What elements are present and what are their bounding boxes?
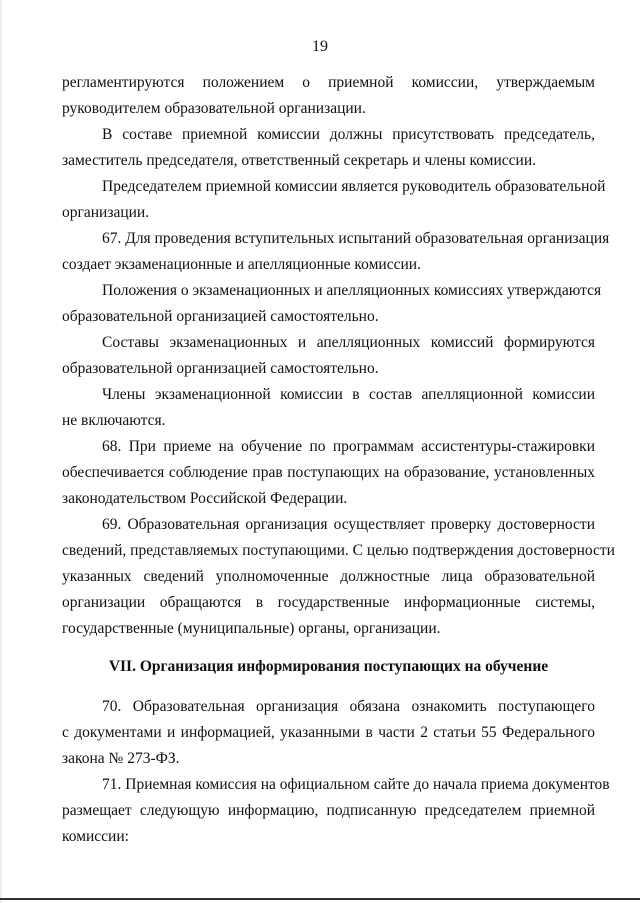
paragraph-line: регламентируются положением о приемной комиссии, утверждаемым [62,74,595,91]
paragraph-line: Составы экзаменационных и апелляционных комиссий формируются [102,334,595,351]
paragraph-line: организации. [62,204,150,221]
paragraph-line: 71. Приемная комиссия на официальном сайте до начала приема документов [102,776,610,793]
paragraph-line: 67. Для проведения вступительных испытаний образовательная организация [102,230,610,247]
paragraph [62,772,610,850]
paragraph-line: не включаются. [62,412,166,429]
paragraph-line: Председателем приемной комиссии является руководитель образовательной [102,178,606,195]
paragraph-line: Положения о экзаменационных и апелляционных комиссиях утверждаются [102,282,602,299]
paragraph-line: организации обращаются в государственные информационные системы, [62,594,595,611]
paragraphs-after-heading [62,694,610,850]
page-bottom-edge [0,898,640,900]
document-body [62,70,615,850]
paragraph-line: сведений, представляемых поступающими. С целью подтверждения достоверности [62,542,615,559]
paragraph-line: заместитель председателя, ответственный секретарь и члены комиссии. [62,152,536,169]
paragraph-line: Члены экзаменационной комиссии в состав апелляционной комиссии [102,386,595,403]
paragraph-line: государственные (муниципальные) органы, организации. [62,620,441,637]
paragraph [62,434,595,512]
paragraph [62,122,595,174]
page-number: 19 [312,38,328,55]
paragraph-line: с документами и информацией, указанными в части 2 статьи 55 Федерального [62,724,595,741]
scan-edge [0,0,2,903]
paragraph-line: образовательной организацией самостоятельно. [62,308,379,325]
paragraph-line: 70. Образовательная организация обязана ознакомить поступающего [102,698,595,715]
paragraph-line: образовательной организацией самостоятельно. [62,360,379,377]
paragraph [62,70,595,122]
paragraph-line: создает экзаменационные и апелляционные комиссии. [62,256,421,273]
paragraph-line: В составе приемной комиссии должны присутствовать председатель, [102,126,595,143]
paragraph-line: закона № 273-ФЗ. [62,750,180,767]
paragraph [62,694,595,772]
paragraph-line: обеспечивается соблюдение прав поступающих на образование, установленных [62,464,595,481]
paragraph [62,330,595,382]
paragraph [62,382,595,434]
paragraph [62,226,610,278]
paragraph-line: размещает следующую информацию, подписанную председателем приемной [62,802,595,819]
paragraph-line: комиссии: [62,828,129,845]
paragraph-line: 69. Образовательная организация осуществляет проверку достоверности [102,516,595,533]
section-heading: VII. Организация информирования поступающих на обучение [108,658,549,675]
paragraphs-before-heading [62,70,615,642]
paragraph-line: руководителем образовательной организации. [62,100,366,117]
paragraph [62,278,602,330]
paragraph-line: 68. При приеме на обучение по программам ассистентуры-стажировки [102,438,595,455]
paragraph [62,512,615,642]
paragraph [62,174,606,226]
paragraph-line: законодательством Российской Федерации. [62,490,348,507]
paragraph-line: указанных сведений уполномоченные должностные лица образовательной [62,568,595,585]
